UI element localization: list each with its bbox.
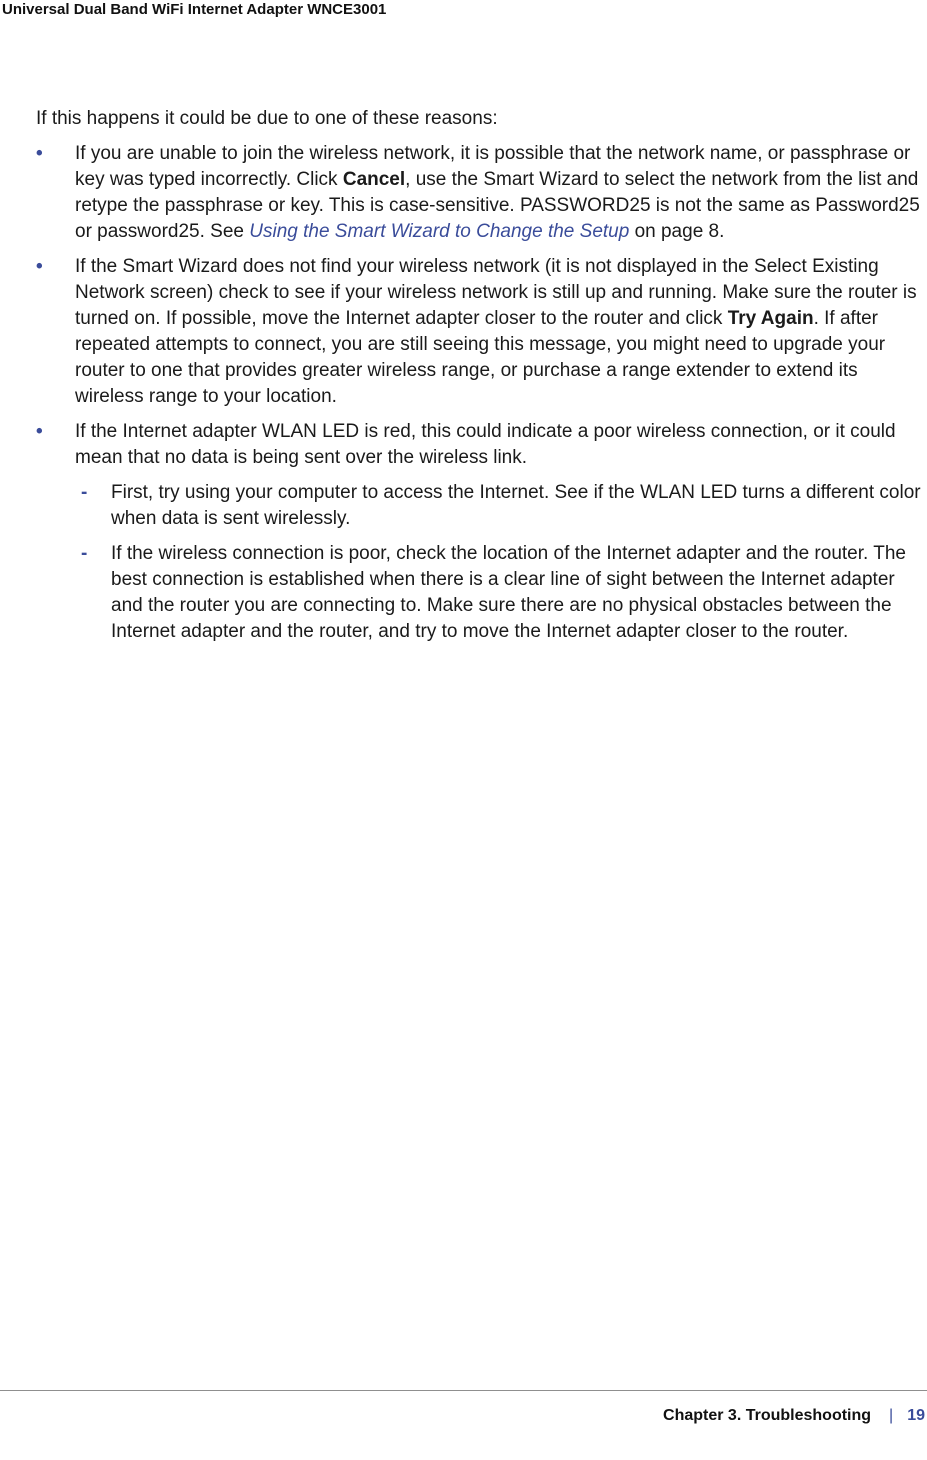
list-item-text: If the Internet adapter WLAN LED is red, this could indicate a poor wireless connection, or it could mean that no data is being sent over the wireless link. bbox=[75, 421, 896, 468]
text-run: If you are unable to join the wireless network, it is possible that the network name, or passphrase or key was typed incorrectly. Click bbox=[75, 143, 911, 190]
footer-chapter: Chapter 3. Troubleshooting bbox=[663, 1407, 872, 1424]
sub-list-item-text: If the wireless connection is poor, check the location of the Internet adapter and the router. The best connection is established when there is a clear line of sight between the Internet adapter and the router you are connecting to. Make sure there are no physical obstacles between the Internet adapter and the router, and try to move the Internet adapter closer to the router. bbox=[111, 543, 906, 642]
dash-icon: - bbox=[81, 482, 88, 503]
footer-separator: | bbox=[889, 1407, 894, 1424]
try-again-term: Try Again bbox=[727, 308, 814, 329]
page-header-title: Universal Dual Band WiFi Internet Adapter WNCE3001 bbox=[2, 1, 387, 18]
cross-reference-link[interactable]: Using the Smart Wizard to Change the Setup bbox=[249, 221, 630, 242]
text-run: . If after repeated attempts to connect, you are still seeing this message, you might need to upgrade your router to one that provides greater wireless range, or purchase a range extender to extend its wireless range to your location. bbox=[75, 308, 886, 407]
list-item-text bbox=[75, 254, 926, 410]
list-item bbox=[36, 254, 926, 410]
text-run: , use the Smart Wizard to select the network from the list and retype the passphrase or key. This is case-sensitive. PASSWORD25 is not the same as Password25 or password25. See bbox=[75, 169, 920, 242]
page-footer bbox=[663, 1405, 925, 1427]
list-item-text bbox=[75, 141, 926, 245]
text-run: on page 8. bbox=[629, 221, 725, 242]
document-body bbox=[36, 106, 926, 654]
bullet-icon: • bbox=[36, 256, 43, 277]
list-item bbox=[36, 419, 926, 645]
intro-paragraph: If this happens it could be due to one of these reasons: bbox=[36, 108, 498, 129]
text-run: If the Smart Wizard does not find your wireless network (it is not displayed in the Select Existing Network screen) check to see if your wireless network is still up and running. Make sure the router is turned on. If possible, move the Internet adapter closer to the router and click bbox=[75, 256, 917, 329]
footer-divider bbox=[0, 1390, 927, 1391]
bullet-icon: • bbox=[36, 421, 43, 442]
sub-list bbox=[75, 480, 926, 645]
sub-list-item bbox=[75, 541, 926, 645]
reasons-list bbox=[36, 141, 926, 645]
cancel-term: Cancel bbox=[342, 169, 406, 190]
list-item bbox=[36, 141, 926, 245]
dash-icon: - bbox=[81, 543, 88, 564]
page-number: 19 bbox=[907, 1407, 925, 1424]
sub-list-item-text: First, try using your computer to access the Internet. See if the WLAN LED turns a different color when data is sent wirelessly. bbox=[111, 482, 921, 529]
bullet-icon: • bbox=[36, 143, 43, 164]
sub-list-item bbox=[75, 480, 926, 532]
